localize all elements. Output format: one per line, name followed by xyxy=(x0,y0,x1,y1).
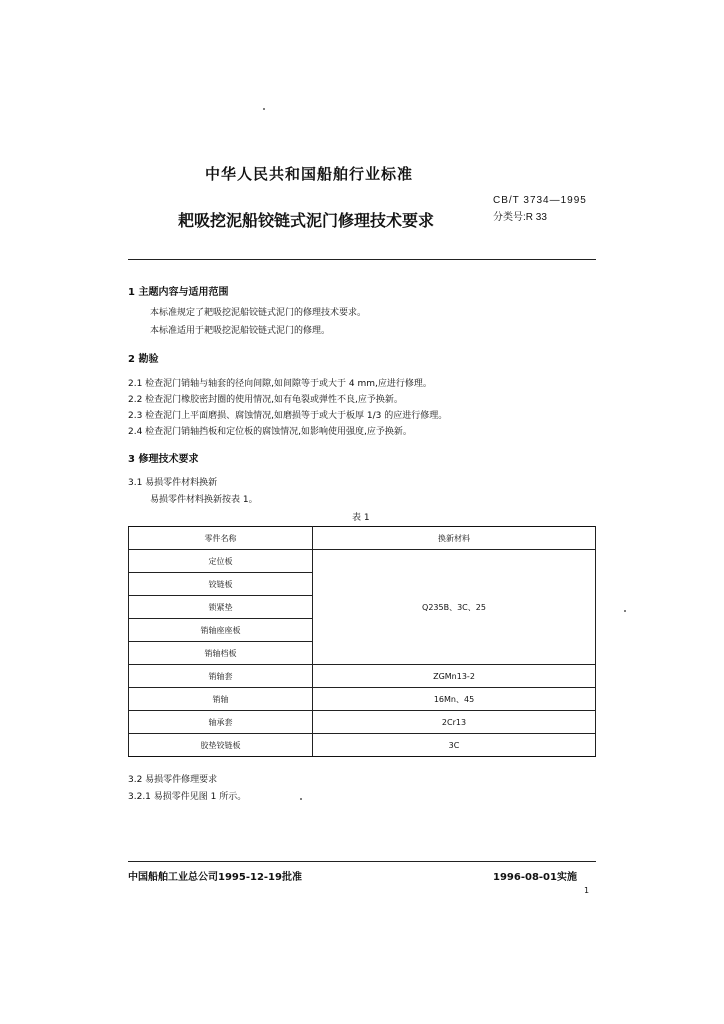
approval-statement: 中国船舶工业总公司1995-12-19批准 xyxy=(128,872,302,883)
table-cell-material: 2Cr13 xyxy=(313,711,596,734)
footer-divider xyxy=(128,861,596,862)
table-row xyxy=(129,734,596,757)
table-cell-part-name: 销轴座座板 xyxy=(129,619,313,642)
table-row xyxy=(129,665,596,688)
table-header-cell: 换新材料 xyxy=(313,527,596,550)
subsection-3-1-heading: 3.1 易损零件材料换新 xyxy=(128,478,218,488)
subsection-3-2-1-text: 3.2.1 易损零件见图 1 所示。 xyxy=(128,792,247,802)
implementation-date: 1996-08-01实施 xyxy=(493,872,577,883)
section-3-heading: 3 修理技术要求 xyxy=(128,454,199,465)
table-cell-part-name: 销轴档板 xyxy=(129,642,313,665)
section-2-item: 2.2 检查泥门橡胶密封圈的使用情况,如有龟裂或弹性不良,应予换新。 xyxy=(128,395,403,405)
table-row xyxy=(129,711,596,734)
table-row xyxy=(129,550,596,573)
scan-speck xyxy=(263,108,265,110)
document-title: 耙吸挖泥船铰链式泥门修理技术要求 xyxy=(178,211,435,230)
section-2-heading: 2 勘验 xyxy=(128,354,159,365)
subsection-3-2-heading: 3.2 易损零件修理要求 xyxy=(128,775,218,785)
table-cell-material: 16Mn、45 xyxy=(313,688,596,711)
section-2-item: 2.4 检查泥门销轴挡板和定位板的腐蚀情况,如影响使用强度,应予换新。 xyxy=(128,427,412,437)
subsection-3-1-text: 易损零件材料换新按表 1。 xyxy=(150,495,258,505)
standard-title: 中华人民共和国船舶行业标准 xyxy=(205,165,414,183)
section-1-paragraph-2: 本标准适用于耙吸挖泥船铰链式泥门的修理。 xyxy=(150,326,331,336)
section-2-item: 2.3 检查泥门上平面磨损、腐蚀情况,如磨损等于或大于板厚 1/3 的应进行修理。 xyxy=(128,411,448,421)
table-cell-part-name: 铰链板 xyxy=(129,573,313,596)
table-cell-part-name: 胶垫铰链板 xyxy=(129,734,313,757)
scan-speck xyxy=(624,610,626,612)
section-1-paragraph-1: 本标准规定了耙吸挖泥船铰链式泥门的修理技术要求。 xyxy=(150,308,367,318)
classification-number: 分类号:R 33 xyxy=(493,212,547,223)
table-cell-material: Q235B、3C、25 xyxy=(313,550,596,665)
table-cell-part-name: 轴承套 xyxy=(129,711,313,734)
section-2-item: 2.1 检查泥门销轴与轴套的径向间隙,如间隙等于或大于 4 mm,应进行修理。 xyxy=(128,379,432,389)
standard-code: CB/T 3734—1995 xyxy=(493,195,587,206)
table-header-row xyxy=(129,527,596,550)
scan-speck xyxy=(300,798,302,800)
table-row xyxy=(129,688,596,711)
page-number: 1 xyxy=(584,886,590,895)
table-header-cell: 零件名称 xyxy=(129,527,313,550)
replacement-materials-table xyxy=(128,526,596,757)
table-cell-part-name: 销轴套 xyxy=(129,665,313,688)
table-cell-material: ZGMn13-2 xyxy=(313,665,596,688)
table-caption: 表 1 xyxy=(352,513,370,523)
header-divider xyxy=(128,259,596,260)
table-cell-material: 3C xyxy=(313,734,596,757)
table-cell-part-name: 销轴 xyxy=(129,688,313,711)
table-cell-part-name: 锁紧垫 xyxy=(129,596,313,619)
section-1-heading: 1 主题内容与适用范围 xyxy=(128,287,229,298)
table-cell-part-name: 定位板 xyxy=(129,550,313,573)
